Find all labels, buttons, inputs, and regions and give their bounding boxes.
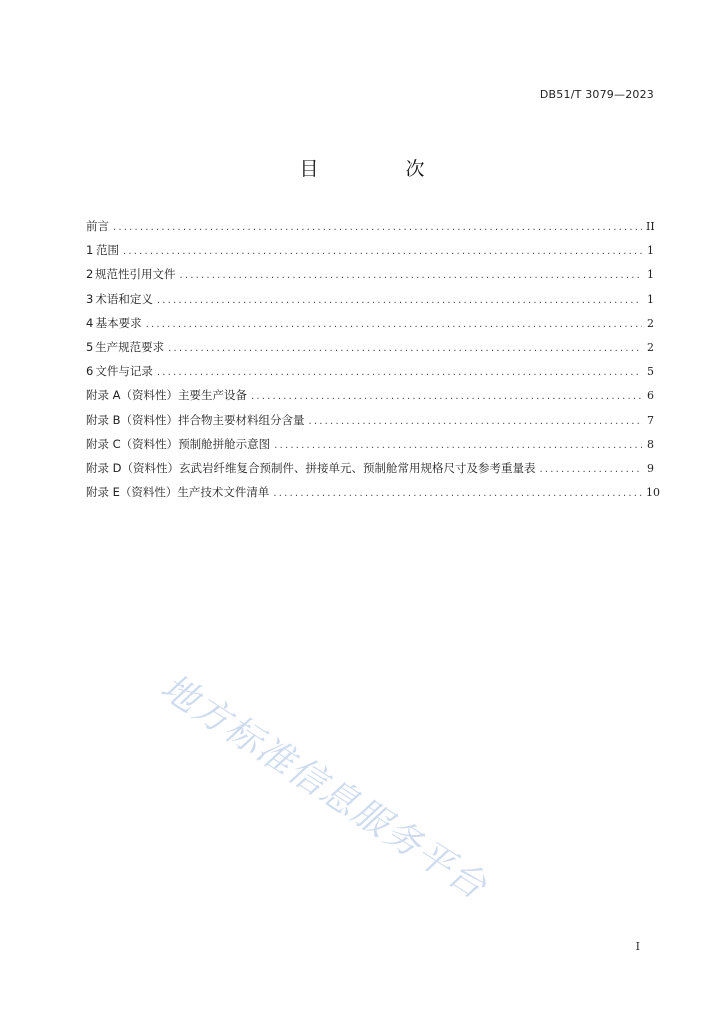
toc-leader-dots — [540, 462, 642, 478]
toc-leader-dots — [157, 365, 642, 381]
toc-entry-label: 拌合物主要材料组分含量 — [178, 412, 305, 427]
table-of-contents — [86, 218, 660, 508]
toc-leader-dots — [157, 293, 642, 309]
toc-entry-foreword[interactable] — [86, 218, 654, 242]
toc-appendix-marker: 附录 D（资料性） — [86, 460, 180, 475]
toc-entry-label: 规范性引用文件 — [94, 267, 176, 282]
toc-entry-number: 3 — [86, 291, 94, 306]
toc-entry-appendix-c[interactable] — [86, 436, 654, 460]
toc-entry-number: 2 — [86, 267, 94, 282]
toc-entry-label: 玄武岩纤维复合预制件、拼接单元、预制舱常用规格尺寸及参考重量表 — [179, 460, 536, 475]
toc-entry-4[interactable] — [86, 315, 654, 339]
toc-entry-page: 9 — [647, 461, 654, 475]
toc-leader-dots — [146, 317, 642, 333]
toc-entry-appendix-d[interactable] — [86, 460, 654, 484]
toc-leader-dots — [123, 244, 642, 260]
watermark: 地方标准信息服务平台 — [153, 666, 495, 909]
toc-entry-label: 基本要求 — [95, 315, 142, 330]
toc-entry-page: 2 — [647, 316, 654, 330]
toc-entry-appendix-b[interactable] — [86, 412, 654, 436]
toc-entry-label: 生产技术文件清单 — [177, 485, 270, 500]
toc-entry-page: 1 — [647, 268, 654, 282]
toc-entry-label: 术语和定义 — [95, 291, 153, 306]
toc-entry-number: 6 — [86, 364, 94, 379]
toc-entry-appendix-a[interactable] — [86, 387, 654, 411]
toc-entry-3[interactable] — [86, 291, 654, 315]
toc-entry-number: 5 — [86, 339, 94, 354]
toc-entry-page: 5 — [647, 365, 654, 379]
toc-entry-number: 4 — [86, 315, 94, 330]
toc-leader-dots — [274, 438, 642, 454]
toc-leader-dots — [179, 268, 642, 284]
page-title: 目 次 — [299, 158, 459, 180]
toc-entry-page: II — [646, 220, 655, 233]
toc-entry-1[interactable] — [86, 242, 654, 266]
toc-entry-page: 2 — [647, 340, 654, 354]
toc-leader-dots — [168, 341, 642, 357]
toc-leader-dots — [113, 220, 642, 236]
toc-entry-page: 1 — [647, 244, 654, 258]
toc-entry-label: 范围 — [96, 243, 120, 258]
toc-entry-2[interactable] — [86, 266, 654, 290]
toc-entry-6[interactable] — [86, 363, 654, 387]
toc-appendix-marker: 附录 A（资料性） — [86, 388, 179, 403]
toc-entry-page: 1 — [647, 292, 654, 306]
toc-entry-5[interactable] — [86, 339, 654, 363]
toc-appendix-marker: 附录 B（资料性） — [86, 412, 179, 427]
standard-code: DB51/T 3079—2023 — [539, 88, 654, 101]
toc-entry-page: 8 — [647, 437, 654, 451]
toc-appendix-marker: 附录 C（资料性） — [86, 436, 179, 451]
toc-entry-label: 前言 — [86, 219, 109, 233]
toc-entry-label: 文件与记录 — [95, 364, 153, 379]
toc-leader-dots — [273, 486, 642, 502]
page-number: I — [635, 940, 640, 953]
toc-entry-page: 7 — [647, 413, 654, 427]
toc-leader-dots — [251, 389, 642, 405]
toc-entry-label: 预制舱拼舱示意图 — [178, 436, 271, 451]
toc-leader-dots — [309, 414, 642, 430]
toc-appendix-marker: 附录 E（资料性） — [86, 485, 178, 500]
toc-entry-page: 6 — [647, 389, 654, 403]
toc-entry-label: 生产规范要求 — [95, 339, 165, 354]
toc-entry-page: 10 — [646, 486, 660, 500]
toc-entry-appendix-e[interactable] — [86, 484, 660, 508]
toc-entry-number: 1 — [86, 243, 94, 258]
toc-entry-label: 主要生产设备 — [178, 388, 248, 403]
